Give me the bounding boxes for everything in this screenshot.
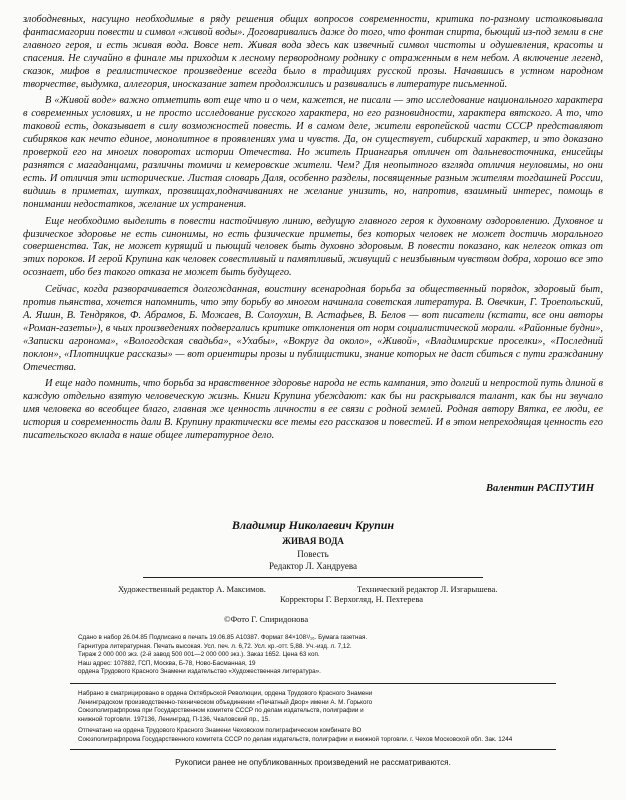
note-2: Ленинградском производственно-техническом объединении «Печатный Двор» имени А. М. Горького [78, 698, 373, 706]
editor-credit: Редактор Л. Хандруева [268, 561, 358, 571]
paragraph-4: Сейчас, когда разворачивается долгожданная, воистину всенародная борьба за общественный порядок, здоровый быт, против пьянства, хочется напомнить, что эту борьбу во многом начинала советская литература. В. Овечкин, Г. Троепольский, А. Яшин, В. Тендряков, Ф. Абрамов, Б. Можаев, В. Солоухин, В. Астафьев, В. Белов — вот писатели (кстати, все они авторы «Роман-газеты»), в чьих произведениях подвергались критике отклонения от норм социалистической морали. «Районные будни», «Записки агронома», «Вологодская свадьба», «Ухабы», «Вокруг да около», «Живой», «Владимирские проселки», «Последний поклон», «Плотницкие рассказы» — вот ориентиры прозы и публицистики, знание которых не даст сбиться с пути гражданину Отечества. [23, 284, 603, 373]
details-line-5: ордена Трудового Красного Знамени издательство «Художественная литература». [78, 668, 321, 676]
credits-grid [0, 584, 626, 634]
details-line-1: Сдано в набор 26.04.85 Подписано в печать 19.06.85 А10387. Формат 84×108¹/₁₆. Бумага газетная. [78, 634, 368, 641]
note-3: Союзполиграфпрома при Государственном комитете СССР по делам издательств, полиграфии и [78, 707, 364, 715]
details-line-4: Наш адрес: 107882, ГСП, Москва, Б-78, Ново-Басманная, 19 [78, 659, 256, 667]
signature: Валентин РАСПУТИН [485, 483, 594, 494]
author-name: Владимир Николаевич Крупин [231, 518, 395, 532]
correctors: Корректоры Г. Верхогляд, Н. Пехтерева [280, 594, 423, 604]
essay-text [23, 14, 603, 447]
photo-credit: ©Фото Г. Спиридонова [224, 614, 309, 624]
paragraph-1: злободневных, насущно необходимые в ряду решения общих вопросов современности, критика по-разному истолковывала фантасмагории повести и символ «живой воды». Договаривались даже до того, что фонтан спирта, бьющий из-под земли в сне главного героя, и есть живая вода. Вовсе нет. Живая вода здесь как извечный символ чистоты и одушевления, красоты и спасения. Не случайно в финале мы приходим к лесному первородному роднику с отраженным в нем небом. А включение легенд, сказок, мифов в реалистическое произведение всегда было в традициях русской прозы. Начавшись в устном народном творчестве, выдумка, аллегория, иносказание затем продолжились и развивались в литературе письменной. [23, 14, 603, 90]
details-line-2: Гарнитура литературная. Печать высокая. Усл. печ. л. 6,72. Усл. кр.-отт. 5,88. Уч.-изд. л. 7,12. [78, 642, 352, 650]
divider-3 [70, 749, 556, 750]
publishing-notes [78, 690, 548, 745]
paragraph-5: И еще надо помнить, что борьба за нравственное здоровье народа не есть кампания, это долгий и непростой путь длиной в каждую отдельно взятую человеческую жизнь. Книги Крупина убеждают: как бы ни раскрывался талант, как бы ни звучало имя человека во всеобщее благо, главная же ценность личности в ее связи с родной землей. Родная автору Вятка, ее люди, ее история и современность дали В. Крупину практически все темы его рассказов и повестей. И в этом непреходящая ценность его писательского вклада в наше общее литературное дело. [23, 378, 603, 442]
tech-editor: Технический редактор Л. Изгарышева. [357, 584, 498, 594]
printing-details [78, 634, 548, 677]
divider [143, 577, 483, 578]
paragraph-2: В «Живой воде» важно отметить вот еще что и о чем, кажется, не писали — это исследование национального характера в современных условиях, и не просто исследование русского характера, но его разновидности, характера вятского. А то, что таковой есть, доказывает в силу возможностей повесть. И в самом деле, жители европейской части СССР представляют сибиряков как нечто единое, монолитное в проявлениях ума и чувств. Да, он существует, сибирский характер, и это доказано проверкой его на многих поворотах истории Отечества. Но житель Приангарья отличен от дальневосточника, енисейцы разнятся с магаданцами, различны томичи и кемеровские жители. Чем? Для неопытного взгляда отличия неуловимы, но они есть. И отличия эти исторические. Листая словарь Даля, особенно разделы, посвященные разным жителям тогдашней России, видишь в приметах, шутках, прозвищах,подначиваниях не желание унизить, но, напротив, взаимный интерес, помощь в понимании недостатков, желание их устранения. [23, 95, 603, 210]
divider-2 [70, 683, 556, 684]
book-title: ЖИВАЯ ВОДА [282, 536, 344, 546]
note-4: книжной торговли. 197136, Ленинград, П-136, Чкаловский пр., 15. [78, 715, 271, 723]
note-6: Отпечатано на ордена Трудового Красного Знамени Чеховском полиграфическом комбинате ВО [78, 727, 362, 735]
note-7: Союзполиграфпрома Государственного комитета СССР по делам издательств, полиграфии и книжной торговли. г. Чехов Московской обл. Зак. 1244 [78, 735, 513, 743]
note-1: Набрано в сматрицировано в ордена Октябрьской Революции, ордена Трудового Красного Знамени [78, 689, 373, 697]
paragraph-3: Еще необходимо выделить в повести настойчивую линию, ведущую главного героя к духовному оздоровлению. Духовное и физическое здоровье не есть синонимы, но есть физические приметы, без которых человек не может достичь морального совершенства. Так, не может курящий и пьющий человек быть духовно здоровым. В повести показано, как нелегок отказ от этих пороков. И герой Крупина как человек совестливый и памятливый, живущий с неизбывным чувством добра, хорошо все это осознает, ибо без такого отказа не может быть будущего. [23, 215, 603, 279]
details-line-3: Тираж 2 000 000 экз. (2-й завод 500 001—2 000 000 экз.). Заказ 1652. Цена 63 коп. [78, 651, 320, 659]
footer-note: Рукописи ранее не опубликованных произведений не рассматриваются. [175, 757, 451, 767]
art-editor: Художественный редактор А. Максимов. [118, 584, 266, 594]
imprint-block [0, 518, 626, 767]
book-genre: Повесть [297, 549, 329, 559]
